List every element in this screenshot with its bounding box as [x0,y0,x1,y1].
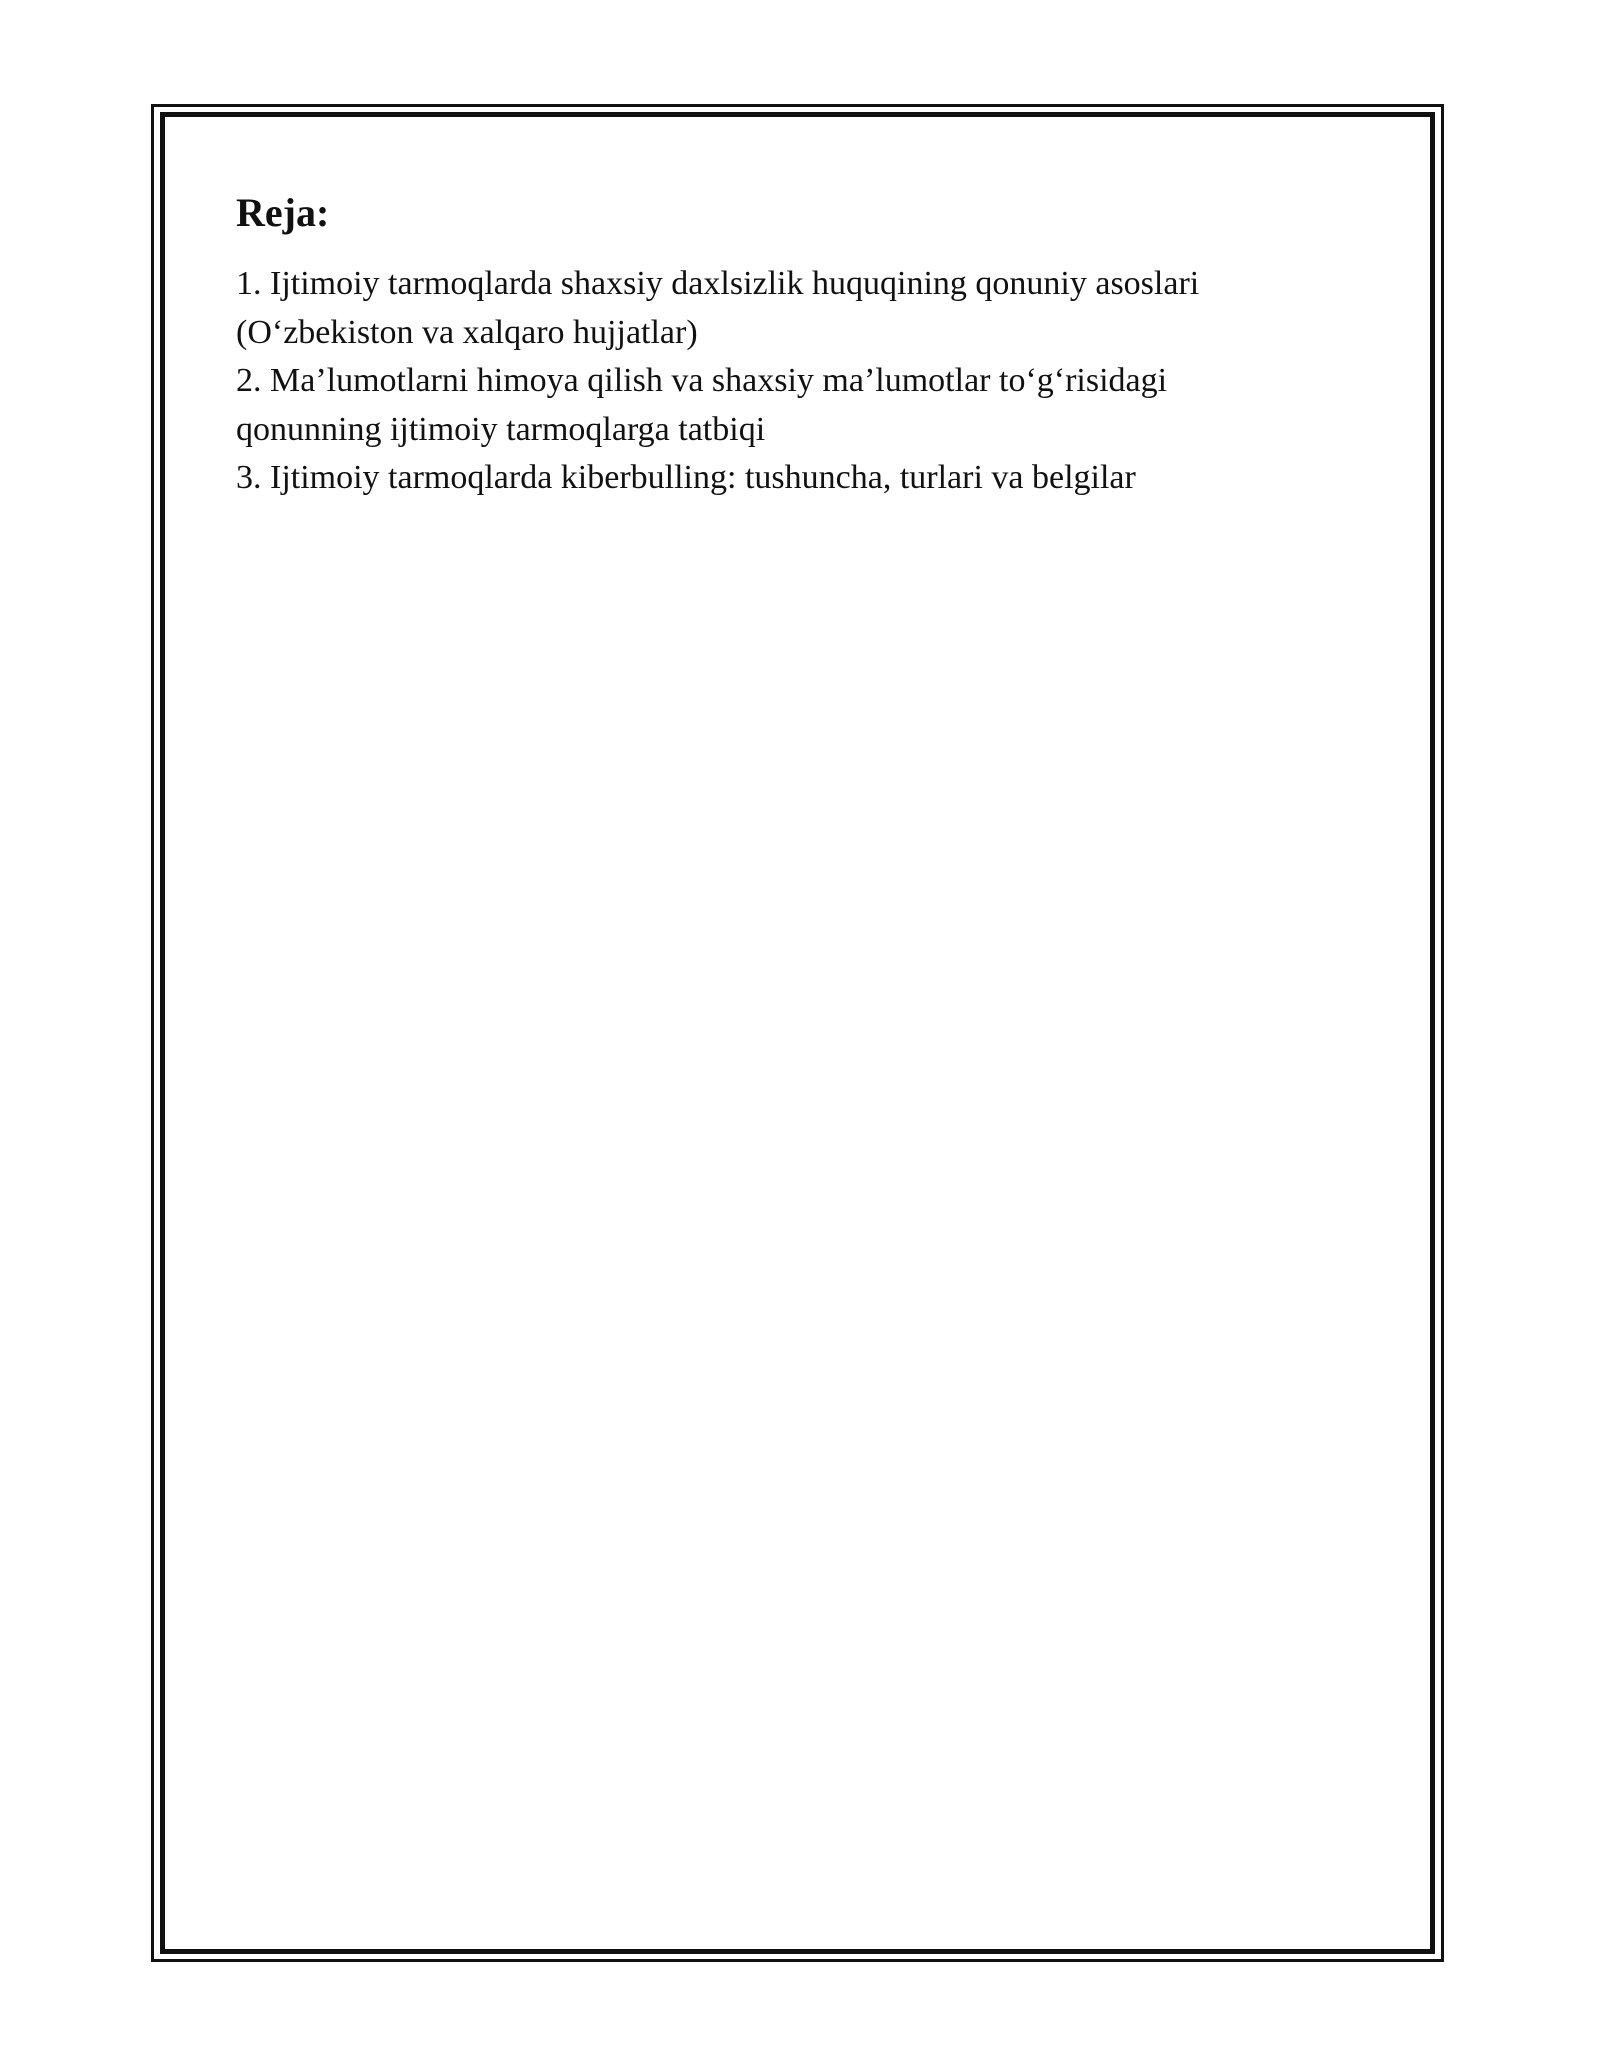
plan-heading: Reja: [236,190,330,235]
plan-item-2-line-2: qonunning ijtimoiy tarmoqlarga tatbiqi [236,410,766,448]
plan-list [236,260,1356,503]
plan-item-3-line-1: 3. Ijtimoiy tarmoqlarda kiberbulling: tushuncha, turlari va belgilar [236,459,1136,496]
plan-item-2-line-1: 2. Ma’lumotlarni himoya qilish va shaxsiy ma’lumotlar to‘g‘risidagi [236,362,1168,399]
plan-item-1-line-2: (O‘zbekiston va xalqaro hujjatlar) [236,313,698,351]
plan-item-2 [236,357,1356,454]
plan-item-1 [236,260,1356,357]
page-content [236,186,1356,503]
plan-item-1-line-1: 1. Ijtimoiy tarmoqlarda shaxsiy daxlsizlik huquqining qonuniy asoslari [236,265,1200,302]
plan-item-3 [236,454,1356,503]
